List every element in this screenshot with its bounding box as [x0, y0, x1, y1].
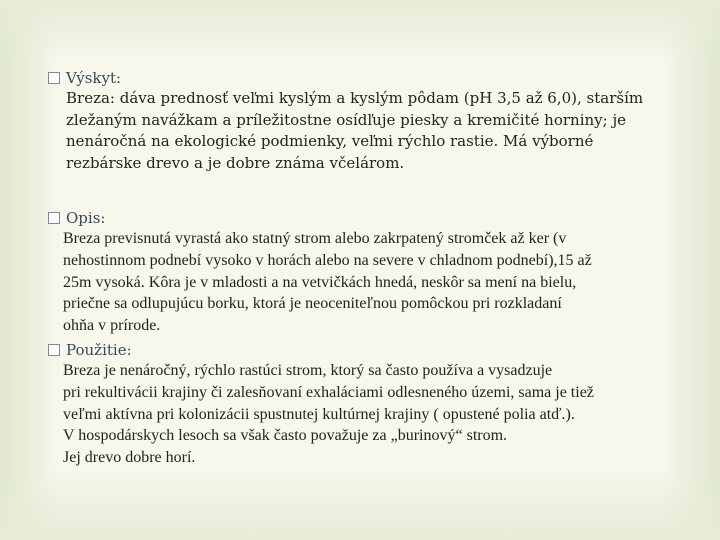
text-line: Jej drevo dobre horí. — [63, 449, 196, 467]
background-bottom-gradient — [0, 470, 720, 540]
background-top-gradient — [0, 0, 720, 60]
text-line: 25m vysoká. Kôra je v mladosti a na vetvičkách hnedá, neskôr sa mení na bielu, — [63, 273, 577, 291]
section-heading — [48, 68, 690, 88]
section-body — [63, 360, 690, 469]
text-line: nehostinnom podnebí vysoko v horách alebo na severe v chladnom podnebí),15 až — [63, 251, 592, 269]
heading-label: Použitie: — [66, 341, 132, 359]
text-line: ohňa v prírode. — [63, 317, 161, 335]
section-heading — [48, 340, 690, 360]
section-pouzitie — [48, 340, 690, 469]
text-line: priečne sa odlupujúcu borku, ktorá je neoceniteľnou pomôckou pri rozkladaní — [63, 295, 562, 313]
heading-label: Opis: — [66, 209, 106, 227]
text-line: Breza je nenáročný, rýchlo rastúci strom, ktorý sa často používa a vysadzuje — [63, 362, 553, 379]
square-bullet-icon — [48, 72, 60, 84]
text-line: rezbárske drevo a je dobre známa včelárom. — [66, 153, 405, 172]
section-heading — [48, 208, 690, 228]
text-line: nenáročná na ekologické podmienky, veľmi rýchlo rastie. Má výborné — [66, 132, 594, 150]
section-body — [63, 228, 690, 337]
text-line: V hospodárskych lesoch sa však často považuje za „burinový“ strom. — [63, 427, 508, 445]
section-body — [66, 88, 690, 174]
section-vyskyt — [48, 68, 690, 174]
square-bullet-icon — [48, 212, 60, 224]
text-line: zležaným navážkam a príležitostne osídľuje piesky a kremičité horniny; je — [66, 110, 626, 129]
text-line: Breza previsnutá vyrastá ako statný strom alebo zakrpatený stromček až ker (v — [63, 230, 567, 247]
text-line: veľmi aktívna pri kolonizácii spustnutej kultúrnej krajiny ( opustené polia atď.). — [63, 405, 575, 423]
square-bullet-icon — [48, 344, 60, 356]
text-line: Breza: dáva prednosť veľmi kyslým a kyslým pôdam (pH 3,5 až 6,0), starším — [66, 89, 644, 107]
text-line: pri rekultivácii krajiny či zalesňovaní exhaláciami odlesneného územi, sama je tiež — [63, 383, 594, 401]
heading-label: Výskyt: — [66, 69, 122, 87]
section-opis — [48, 208, 690, 337]
